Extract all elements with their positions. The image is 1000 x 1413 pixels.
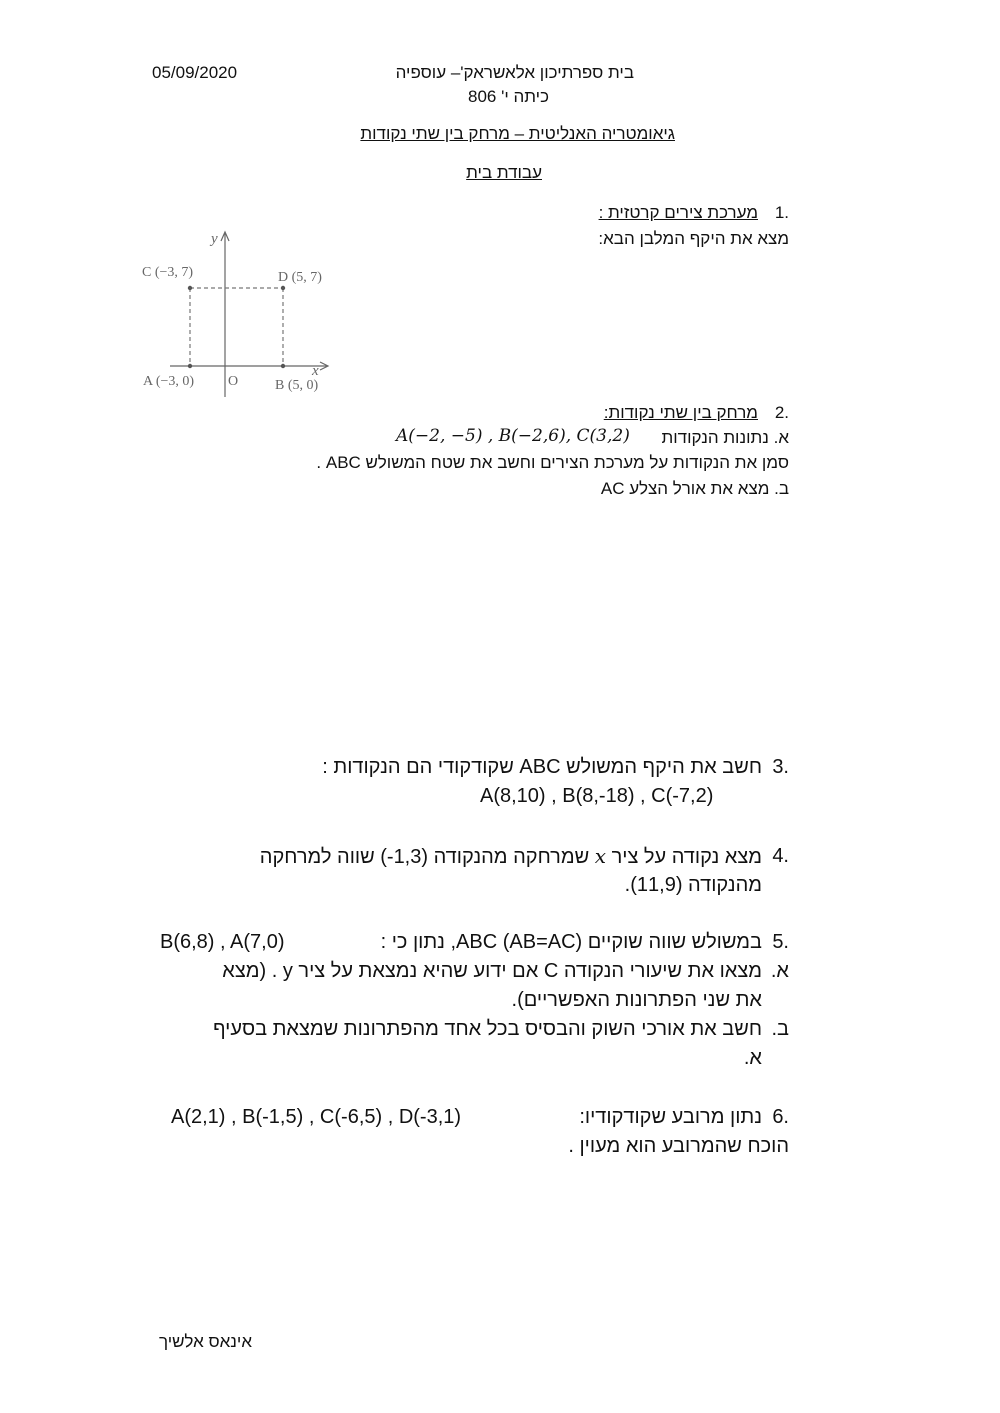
label-d: D (5, 7) (278, 270, 322, 285)
q5-line1-left: B(6,8) , A(7,0) (160, 931, 285, 953)
q2-b-line: ב. מצא את אורל הצלע AC (600, 479, 789, 498)
school-name: בית ספרתיכון אלאשראק'– עוספיה (395, 63, 634, 82)
q6-line1-right: נתון מרובע שקודקודיו: (579, 1106, 762, 1128)
q5-a-letter: א. (770, 960, 789, 982)
q2-title: מרחק בין שתי נקודות: (603, 403, 758, 422)
q4-variable-x: x (594, 844, 607, 868)
label-b: B (5, 0) (275, 378, 319, 393)
author-name: אינאס אלשיך (159, 1332, 252, 1351)
q4-number: 4. (772, 845, 789, 867)
q5-a-line2: את שני הפתרונות האפשריים). (511, 989, 762, 1011)
y-axis-label: y (211, 231, 218, 247)
q5-line1-right: במשולש שווה שוקיים ABC (AB=AC), נתון כי : (380, 931, 762, 953)
q4-line1-b: שמרחקה מהנקודה (1,3-) שווה למרחקה (259, 846, 590, 868)
point-c (188, 286, 192, 290)
q4-line1-a: מצא נקודה על ציר (611, 846, 762, 868)
point-b (281, 364, 285, 368)
q6-line2: הוכח שהמרובע הוא מעוין . (568, 1135, 789, 1157)
q4-line1 (260, 842, 762, 871)
point-d (281, 286, 285, 290)
q5-b-line1: חשב את אורכי השוק והבסיס בכל אחד מהפתרונות שמצאת בסעיף (213, 1018, 762, 1040)
label-c: C (−3, 7) (142, 265, 194, 280)
q5-b-line2: א. (743, 1047, 762, 1069)
q5-b-letter: ב. (771, 1018, 789, 1040)
q4-line2: מהנקודה (11,9). (624, 874, 762, 896)
date: 05/09/2020 (152, 63, 238, 82)
class-name: כיתה י' 806 (467, 87, 549, 106)
q5-number: 5. (772, 931, 789, 953)
q2-a-prefix: א. נתונות הנקודות (661, 428, 789, 447)
subject-title: גיאומטריה האנליטית – מרחק בין שתי נקודות (360, 124, 675, 143)
q1-title: מערכת צירים קרטזית : (598, 203, 758, 222)
x-axis-label: x (312, 363, 319, 379)
q3-line2: A(8,10) , B(8,-18) , C(-7,2) (480, 785, 714, 807)
assignment-title: עבודת בית (466, 163, 542, 182)
point-a (188, 364, 192, 368)
q3-line1: חשב את היקף המשולש ABC שקודקודי הם הנקודות : (322, 756, 762, 778)
origin-label: O (228, 374, 239, 389)
q2-number: 2. (774, 403, 789, 422)
q2-a-points: A(−2, −5) , B(−2,6), C(3,2) (396, 426, 630, 446)
q1-instruction: מצא את היקף המלבן הבא: (598, 229, 789, 248)
q6-number: 6. (772, 1106, 789, 1128)
q5-a-line1: מצאו את שיעורי הנקודה C אם ידוע שהיא נמצאת על ציר y . (מצא (222, 960, 762, 982)
q6-line1-left: A(2,1) , B(-1,5) , C(-6,5) , D(-3,1) (171, 1106, 462, 1128)
q3-number: 3. (772, 756, 789, 778)
q1-number: 1. (774, 203, 789, 222)
q2-a-line2: סמן את הנקודות על מערכת הצירים וחשב את שטח המשולש ABC . (316, 453, 789, 472)
label-a: A (−3, 0) (143, 374, 195, 389)
rectangle-figure (135, 225, 335, 400)
